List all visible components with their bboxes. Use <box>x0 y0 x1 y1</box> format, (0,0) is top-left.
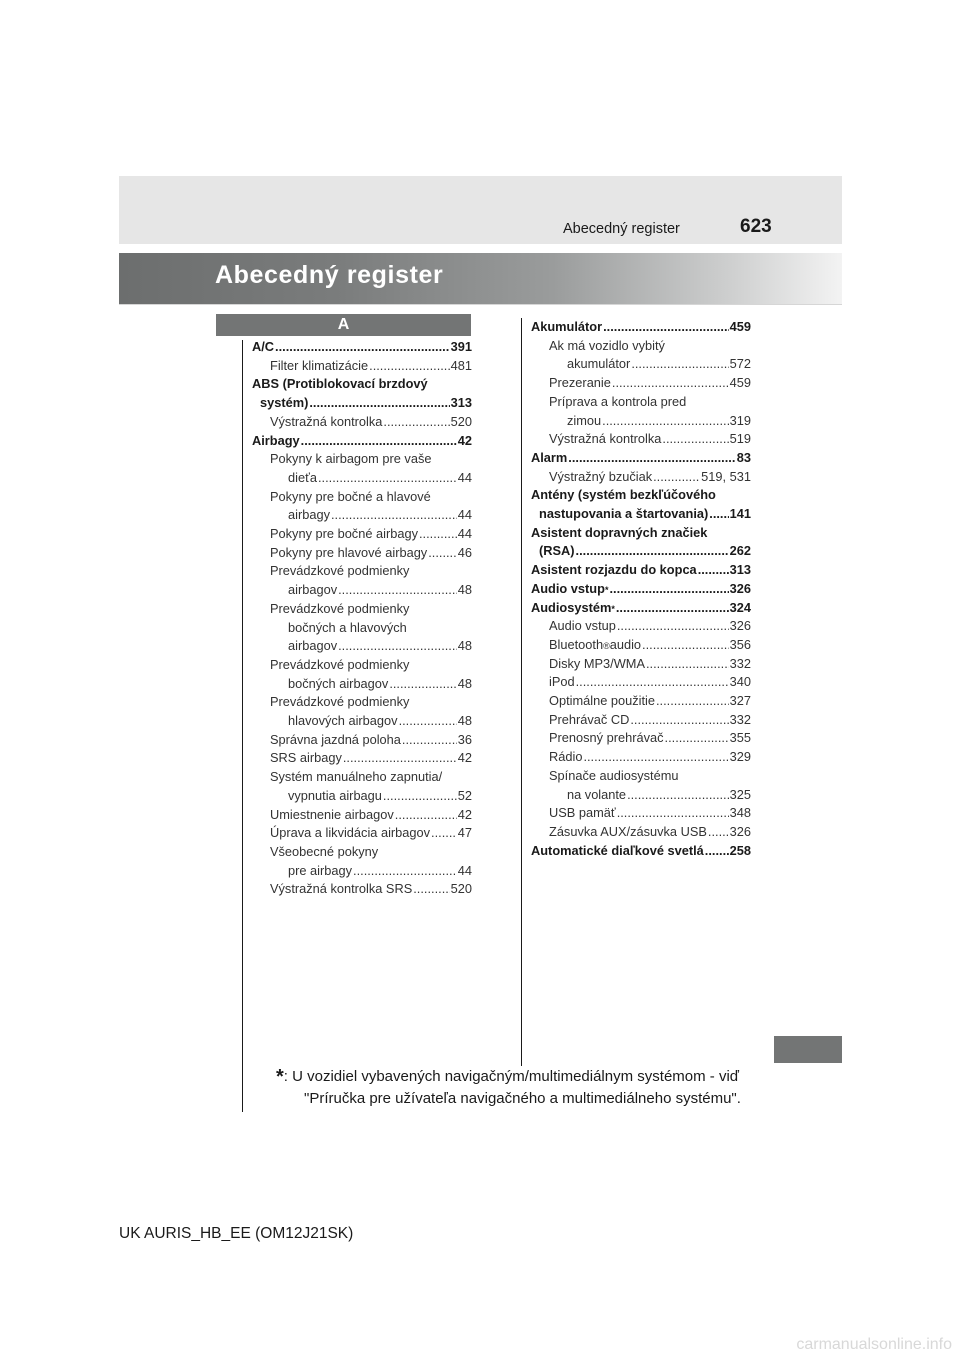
entry-text: Všeobecné pokyny <box>270 843 379 859</box>
index-subentry <box>252 450 472 469</box>
entry-text: Airbagy <box>252 432 300 448</box>
footnote-line-2: "Príručka pre užívateľa navigačného a multimediálneho systému". <box>304 1090 741 1107</box>
page-reference: 325 <box>729 786 751 802</box>
entry-text: Bluetooth <box>549 636 604 652</box>
entry-text: USB pamäť <box>549 805 616 821</box>
index-entry <box>252 338 472 357</box>
page-number: 623 <box>740 216 772 237</box>
entry-text: Disky MP3/WMA <box>549 655 645 671</box>
dot-leader <box>609 580 728 599</box>
page-reference: 313 <box>729 562 751 578</box>
dot-leader <box>343 749 457 768</box>
entry-text: nastupovania a štartovania) <box>539 506 709 522</box>
page-reference: 44 <box>457 507 472 523</box>
index-subentry <box>531 786 751 805</box>
dot-leader <box>389 675 456 694</box>
dot-leader <box>431 824 457 843</box>
index-subentry <box>531 337 751 356</box>
index-subentry <box>252 562 472 581</box>
index-subentry <box>531 767 751 786</box>
dot-leader <box>413 880 449 899</box>
dot-leader <box>646 655 729 674</box>
page-reference: 520 <box>450 413 472 429</box>
index-subentry <box>252 656 472 675</box>
entry-text: Výstražná kontrolka <box>549 431 662 447</box>
index-subentry <box>252 806 472 825</box>
index-subentry <box>252 843 472 862</box>
entry-text: Optimálne použitie <box>549 693 655 709</box>
dot-leader <box>612 374 729 393</box>
index-subentry <box>531 393 751 412</box>
page-reference: 313 <box>450 395 472 411</box>
index-subentry: Bluetooth ® audio ..... 356 <box>531 636 751 655</box>
index-entry <box>531 449 751 468</box>
footnote-line-1 <box>276 1066 756 1088</box>
entry-text: Prevádzkové podmienky <box>270 694 410 710</box>
section-letter-badge: A <box>216 314 471 336</box>
footnote <box>276 1066 756 1109</box>
index-subentry <box>531 804 751 823</box>
dot-leader <box>369 357 450 376</box>
page-reference: 572 <box>729 356 751 372</box>
index-subentry <box>252 600 472 619</box>
entry-text: Spínače audiosystému <box>549 767 679 783</box>
entry-text: Automatické diaľkové svetlá <box>531 842 704 858</box>
entry-text: Pokyny pre bočné a hlavové <box>270 488 431 504</box>
dot-leader <box>708 823 729 842</box>
entry-text: Pokyny k airbagom pre vaše <box>270 451 432 467</box>
page-reference: 42 <box>457 432 472 448</box>
index-subentry <box>252 637 472 656</box>
entry-text: pre airbagy <box>288 862 353 878</box>
index-subentry <box>531 729 751 748</box>
dot-leader <box>301 432 457 451</box>
dot-leader <box>318 469 457 488</box>
index-subentry <box>252 693 472 712</box>
index-subentry <box>531 655 751 674</box>
entry-text: Audiosystém <box>531 599 612 615</box>
entry-text: bočných airbagov <box>288 675 389 691</box>
page-reference: 327 <box>729 693 751 709</box>
index-subentry <box>252 506 472 525</box>
entry-text: Ak má vozidlo vybitý <box>549 337 665 353</box>
index-subentry <box>531 374 751 393</box>
dot-leader <box>395 806 457 825</box>
entry-text: Umiestnenie airbagov <box>270 806 394 822</box>
dot-leader <box>402 731 457 750</box>
index-subentry <box>252 824 472 843</box>
index-subentry <box>252 488 472 507</box>
dot-leader <box>419 525 457 544</box>
page-reference: 355 <box>729 730 751 746</box>
entry-text: Audio vstup <box>549 618 616 634</box>
index-entry <box>252 375 472 394</box>
page-reference: 83 <box>736 449 751 465</box>
page-reference: 340 <box>729 674 751 690</box>
entry-text: Úprava a likvidácia airbagov <box>270 825 431 841</box>
index-subentry <box>531 692 751 711</box>
dot-leader <box>662 430 728 449</box>
page-reference: 262 <box>729 543 751 559</box>
index-column-left <box>252 338 472 899</box>
entry-text: Príprava a kontrola pred <box>549 393 687 409</box>
page-reference: 48 <box>457 638 472 654</box>
entry-text: Výstražná kontrolka SRS <box>270 881 413 897</box>
index-subentry <box>531 823 751 842</box>
index-entry <box>531 318 751 337</box>
dot-leader <box>576 673 729 692</box>
page-reference: 459 <box>729 319 751 334</box>
page-reference: 519, 531 <box>701 468 751 484</box>
entry-text: Správna jazdná poloha <box>270 731 401 747</box>
index-entry <box>252 394 472 413</box>
index-subentry <box>252 749 472 768</box>
entry-text: SRS airbagy <box>270 750 342 766</box>
page-reference: 520 <box>450 881 472 897</box>
entry-text: Alarm <box>531 449 568 465</box>
page-title: Abecedný register <box>215 261 444 289</box>
dot-leader <box>353 862 457 881</box>
dot-leader <box>698 561 729 580</box>
dot-leader <box>709 505 728 524</box>
page-reference: 46 <box>457 544 472 560</box>
dot-leader <box>331 506 457 525</box>
index-column-right <box>531 318 751 860</box>
page-reference: 44 <box>457 526 472 542</box>
entry-text: Prenosný prehrávač <box>549 730 664 746</box>
dot-leader <box>568 449 735 468</box>
dot-leader <box>583 748 728 767</box>
entry-text: Výstražná kontrolka <box>270 413 383 429</box>
entry-text: (RSA) <box>539 543 575 559</box>
index-subentry <box>252 413 472 432</box>
page-reference: 332 <box>729 711 751 727</box>
page-reference: 391 <box>450 339 472 354</box>
entry-text: airbagov <box>288 582 338 598</box>
index-subentry <box>531 430 751 449</box>
page-reference: 44 <box>457 469 472 485</box>
running-title: Abecedný register <box>563 221 680 237</box>
footnote-text-1: : U vozidiel vybavených navigačným/multimediálnym systémom - viď <box>283 1068 739 1085</box>
page-reference: 48 <box>457 713 472 729</box>
dot-leader <box>602 412 729 431</box>
dot-leader <box>665 729 729 748</box>
model-code: UK AURIS_HB_EE (OM12J21SK) <box>119 1225 354 1242</box>
index-subentry <box>252 880 472 899</box>
page-reference: 326 <box>729 823 751 839</box>
index-subentry <box>252 768 472 787</box>
page-reference: 326 <box>729 580 751 596</box>
entry-text: Akumulátor <box>531 319 603 334</box>
dot-leader <box>275 338 450 357</box>
dot-leader <box>627 786 729 805</box>
index-subentry <box>252 581 472 600</box>
column-divider <box>521 318 522 1066</box>
dot-leader <box>653 468 700 487</box>
dot-leader <box>705 842 729 861</box>
entry-text: Systém manuálneho zapnutia/ <box>270 769 443 785</box>
entry-text: Antény (systém bezkľúčového <box>531 487 716 503</box>
entry-text: Zásuvka AUX/zásuvka USB <box>549 823 707 839</box>
page-reference: 258 <box>729 842 751 858</box>
watermark: carmanualsonline.info <box>0 1332 960 1358</box>
page-reference: 52 <box>457 787 472 803</box>
dot-leader <box>383 787 457 806</box>
entry-text: bočných a hlavových <box>288 619 407 635</box>
index-entry <box>531 842 751 861</box>
page-reference: 319 <box>729 412 751 428</box>
index-subentry <box>531 412 751 431</box>
dot-leader <box>631 355 728 374</box>
entry-text: Audio vstup <box>531 580 605 596</box>
dot-leader <box>642 636 729 655</box>
index-subentry <box>531 673 751 692</box>
dot-leader <box>617 804 729 823</box>
dot-leader <box>338 637 457 656</box>
entry-text: airbagov <box>288 638 338 654</box>
index-subentry <box>531 468 751 487</box>
index-subentry <box>531 355 751 374</box>
index-subentry <box>252 675 472 694</box>
entry-text: airbagy <box>288 507 330 523</box>
page-reference: 48 <box>457 675 472 691</box>
page-reference: 519 <box>729 431 751 447</box>
index-entry <box>531 505 751 524</box>
index-subentry <box>252 469 472 488</box>
entry-text: na volante <box>567 786 627 802</box>
page-reference: 36 <box>457 731 472 747</box>
footnote-marker: * <box>276 1066 284 1088</box>
entry-text: akumulátor <box>567 356 631 372</box>
entry-text: systém) <box>260 395 309 411</box>
page-reference: 348 <box>729 805 751 821</box>
dot-leader <box>383 413 449 432</box>
entry-text: Pokyny pre bočné airbagy <box>270 526 418 542</box>
index-subentry <box>252 544 472 563</box>
page-reference: 356 <box>729 636 751 652</box>
dot-leader <box>630 711 728 730</box>
index-entry <box>531 486 751 505</box>
index-entry: Audio vstup * ..... 326 <box>531 580 751 599</box>
dot-leader <box>399 712 457 731</box>
page-reference: 332 <box>729 655 751 671</box>
page-reference: 42 <box>457 750 472 766</box>
entry-text: iPod <box>549 674 575 690</box>
entry-text-suffix: audio <box>609 636 642 652</box>
index-subentry <box>252 787 472 806</box>
page-reference: 141 <box>729 506 751 522</box>
dot-leader <box>617 617 729 636</box>
dot-leader <box>603 318 729 337</box>
entry-text: ABS (Protiblokovací brzdový <box>252 376 428 392</box>
index-entry <box>531 561 751 580</box>
entry-text: Rádio <box>549 749 583 765</box>
index-subentry <box>531 748 751 767</box>
dot-leader <box>309 394 449 413</box>
dot-leader <box>428 544 457 563</box>
index-subentry <box>252 619 472 638</box>
entry-text: vypnutia airbagu <box>288 787 382 803</box>
page-reference: 44 <box>457 862 472 878</box>
entry-text: Prevádzkové podmienky <box>270 656 410 672</box>
entry-text: Asistent dopravných značiek <box>531 524 708 540</box>
entry-text: hlavových airbagov <box>288 713 398 729</box>
dot-leader <box>656 692 729 711</box>
page-reference: 42 <box>457 806 472 822</box>
index-subentry <box>252 731 472 750</box>
entry-text: Prezeranie <box>549 375 611 391</box>
dot-leader <box>576 542 729 561</box>
entry-text: Prevádzkové podmienky <box>270 600 410 616</box>
page-reference: 47 <box>457 825 472 841</box>
entry-text: A/C <box>252 339 275 354</box>
index-subentry <box>252 862 472 881</box>
entry-text: dieťa <box>288 469 317 485</box>
title-divider <box>119 304 842 305</box>
index-subentry <box>252 712 472 731</box>
entry-text: Výstražný bzučiak <box>549 468 653 484</box>
entry-text: Prehrávač CD <box>549 711 630 727</box>
index-entry <box>531 542 751 561</box>
entry-text: Pokyny pre hlavové airbagy <box>270 544 428 560</box>
index-entry <box>531 524 751 543</box>
index-subentry <box>531 617 751 636</box>
dot-leader <box>616 599 729 618</box>
entry-text: Filter klimatizácie <box>270 357 369 373</box>
header-band <box>119 176 842 244</box>
page-reference: 329 <box>729 749 751 765</box>
chapter-tab <box>774 1036 842 1063</box>
index-entry <box>252 432 472 451</box>
left-margin-rule <box>242 340 243 1112</box>
entry-text: zimou <box>567 412 602 428</box>
index-subentry <box>531 711 751 730</box>
index-subentry <box>252 357 472 376</box>
page-reference: 324 <box>729 599 751 615</box>
index-subentry <box>252 525 472 544</box>
index-entry: Audiosystém * ..... 324 <box>531 599 751 618</box>
page-reference: 459 <box>729 375 751 391</box>
entry-text: Prevádzkové podmienky <box>270 563 410 579</box>
page-reference: 48 <box>457 582 472 598</box>
page-reference: 481 <box>450 357 472 373</box>
page-reference: 326 <box>729 618 751 634</box>
dot-leader <box>338 581 457 600</box>
entry-text: Asistent rozjazdu do kopca <box>531 562 697 578</box>
